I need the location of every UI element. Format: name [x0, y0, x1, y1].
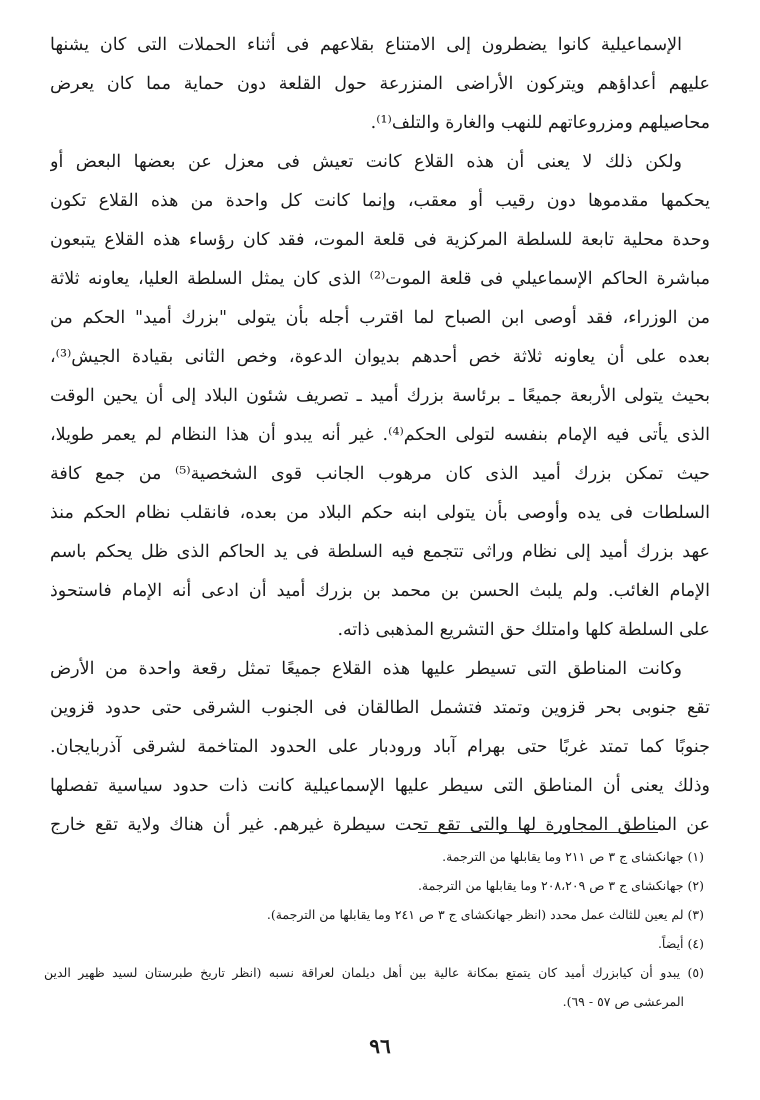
- text-line: جنوبًا كما تمتد غربًا حتى بهرام آباد ورودبار على الحدود المتاخمة لشرقى آذربايجان.: [50, 737, 710, 757]
- text-line: عليهم أعداؤهم ويتركون الأراضى المنزرعة حول القلعة دون حماية مما كان يعرض: [50, 74, 710, 94]
- text-line: على السلطة كلها وامتلك حق التشريع المذهبى ذاته.: [337, 620, 710, 640]
- text-line: السلطات فى يده وأوصى بأن يتولى ابنه حكم البلاد من بعده، فانقلب نظام الحكم منذ: [50, 503, 710, 523]
- text-line: بعده على أن يعاونه ثلاثة خص أحدهم بديوان الدعوة، وخص الثانى بقيادة الجيش⁽³⁾،: [50, 347, 710, 367]
- footnote-item: (١) جهانكشاى ج ٣ ص ٢١١ وما يقابلها من الترجمة.: [442, 849, 704, 864]
- text-line: وكانت المناطق التى تسيطر عليها هذه القلاع جميعًا تمثل رقعة واحدة من الأرض: [50, 659, 682, 679]
- text-line: من الوزراء، فقد أوصى ابن الصباح لما اقترب أجله بأن يتولى "بزرك أميد" الحكم من: [50, 308, 710, 328]
- text-line: ولكن ذلك لا يعنى أن هذه القلاع كانت تعيش فى معزل عن بعضها البعض أو: [50, 152, 682, 172]
- footnote-item: (٢) جهانكشاى ج ٣ ص ٢٠٨،٢٠٩ وما يقابلها من الترجمة.: [417, 878, 704, 893]
- text-line: يحكمها مقدموها دون رقيب أو معقب، وإنما كانت كل واحدة من هذه القلاع تكون: [50, 191, 710, 211]
- text-line: الإسماعيلية كانوا يضطرون إلى الامتناع بقلاعهم فى أثناء الحملات التى كان يشنها: [50, 35, 682, 55]
- footnote-item: (٤) أيضاً.: [657, 936, 704, 951]
- main-text: [50, 26, 710, 845]
- footnotes: [44, 842, 704, 1016]
- text-line: مباشرة الحاكم الإسماعيلي فى قلعة الموت⁽²⁾ الذى كان يمثل السلطة العليا، يعاونه ثلاثة: [50, 269, 710, 289]
- text-line: عن المناطق المجاورة لها والتى تقع تحت سيطرة غيرهم. غير أن هناك ولاية تقع خارج: [50, 815, 710, 835]
- text-line: عهد بزرك أميد إلى نظام وراثى تتجمع فيه السلطة فى يد الحاكم الذى ظل يحكم باسم: [50, 542, 710, 562]
- text-line: بحيث يتولى الأربعة جميعًا ـ برئاسة بزرك أميد ـ تصريف شئون البلاد إلى أن يحين الوقت: [50, 386, 710, 406]
- footnote-item: (٣) لم يعين للثالث عمل محدد (انظر جهانكشاى ج ٣ ص ٢٤١ وما يقابلها من الترجمة).: [266, 907, 704, 922]
- footnote-item-continuation: المرعشى ص ٥٧ - ٦٩).: [562, 994, 684, 1009]
- text-line: تقع جنوبى بحر قزوين وتمتد فتشمل الطالقان فى الجنوب الشرقى حتى حدود قزوين: [50, 698, 710, 718]
- text-line: محاصيلهم ومزروعاتهم للنهب والغارة والتلف⁽¹⁾.: [370, 113, 710, 133]
- footnote-separator: [418, 832, 658, 833]
- text-line: حيث تمكن بزرك أميد الذى كان مرهوب الجانب قوى الشخصية⁽⁵⁾ من جمع كافة: [50, 464, 710, 484]
- text-line: الإمام الغائب. ولم يلبث الحسن بن محمد بن بزرك أميد أن ادعى أنه الإمام فاستحوذ: [50, 581, 710, 601]
- text-line: الذى يأتى فيه الإمام بنفسه لتولى الحكم⁽⁴⁾. غير أنه يبدو أن هذا النظام لم يعمر طويلا،: [50, 425, 710, 445]
- footnote-item: (٥) يبدو أن كيابزرك أميد كان يتمتع بمكانة عالية بين أهل ديلمان لعراقة نسبه (انظر تاريخ طبرستان لسيد ظهير الدين: [44, 965, 704, 980]
- page-number: ٩٦: [369, 1034, 391, 1058]
- text-line: وذلك يعنى أن المناطق التى سيطر عليها الإسماعيلية كانت ذات حدود سياسية تفصلها: [50, 776, 710, 796]
- text-line: وحدة محلية تابعة للسلطة المركزية فى قلعة الموت، فقد كان رؤساء هذه القلاع يتبعون: [50, 230, 710, 250]
